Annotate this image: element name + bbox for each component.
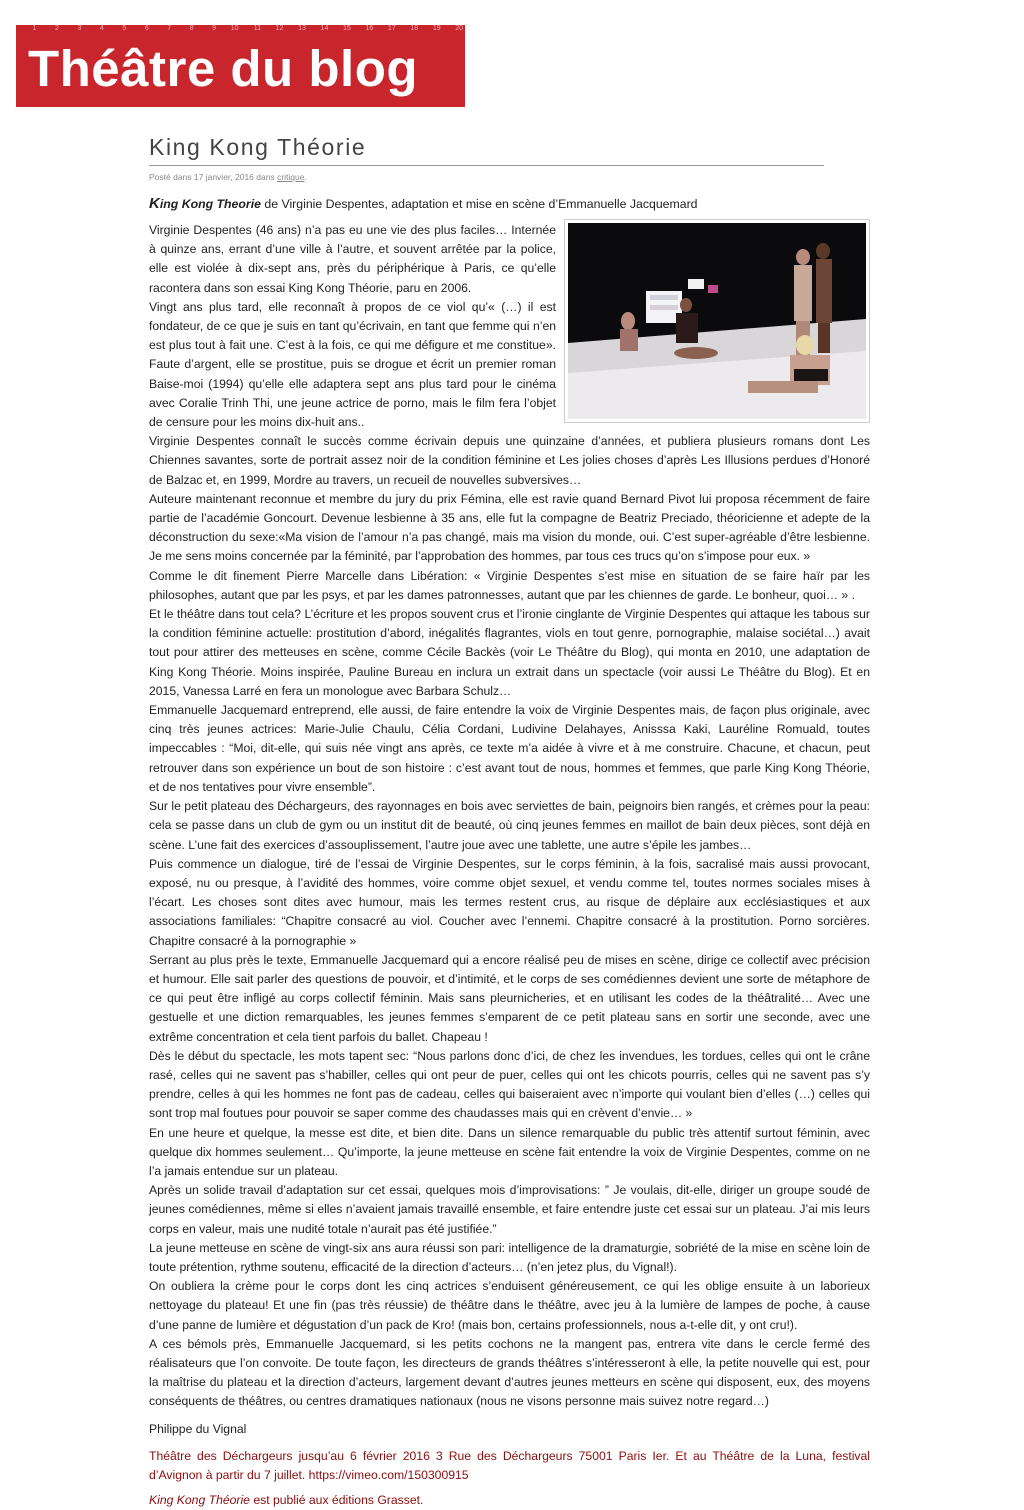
article-paragraph: Vingt ans plus tard, elle reconnaît à propos de ce viol qu’« (…) il est fondateur, de ce que je suis en tant qu’écrivain, en tant que femme qui n’en est plus tout à fait une. C’est à la fois, ce qui me défigure et me constitue». Faute d’argent, elle se prostitue, puis se drogue et écrit un premier roman Baise-moi (1994) qu’elle elle adaptera sept ans plus tard pour le cinéma avec Coralie Trinh Thi, une jeune actrice de porno, mais le film fera l’objet de censure pour les moins dix-huit ans..: [149, 299, 556, 430]
category-link[interactable]: critique: [277, 172, 305, 182]
article-paragraph: Et le théâtre dans tout cela? L’écriture et les propos souvent crus et l’ironie cinglante de Virginie Despentes qui attaque les tabous sur la condition féminine actuelle: prostitution d’abord, inégalités flagrantes, viols en tout genre, pornographie, malaise sociétal…) avait tout pour attirer des metteuses en scène, comme Cécile Backès (voir Le Théâtre du Blog), qui monta en 2010, une adaptation de King Kong Théorie. Moins inspirée, Pauline Bureau en inclura un extrait dans un spectacle (voir aussi Le Théâtre du Blog). Et en 2015, Vanessa Larré en fera un monologue avec Barbara Schulz…: [149, 607, 870, 698]
lead-credits: de Virginie Despentes, adaptation et mise en scène d’Emmanuelle Jacquemard: [260, 197, 698, 211]
ruler-mark: 2: [55, 25, 59, 32]
article-paragraph: Serrant au plus près le texte, Emmanuelle Jacquemard qui a encore réalisé peu de mises en scène, dirige ce collectif avec précision et humour. Elle sait parler des questions de pouvoir, et d’intimité, et le corps de ses comédiennes devient une sorte de métaphore de ce qui peut être infligé au corps collectif féminin. Mais sans pleurnicheries, et en utilisant les codes de la théâtralité… Avec une gestuelle et une diction remarquables, les jeunes femmes s’emparent de ce petit plateau sans en sortir une seconde, avec une extrême concentration et cela tient parfois du ballet. Chapeau !: [149, 952, 870, 1044]
site-title[interactable]: Théâtre du blog: [28, 40, 418, 97]
ruler-mark: 11: [253, 25, 261, 32]
article-paragraph: Puis commence un dialogue, tiré de l’essai de Virginie Despentes, sur le corps féminin, à la fois, sacralisé mais aussi provocant, exposé, nu ou presque, à l’avidité des hommes, voire comme objet sexuel, et vendu comme tel, toutes normes sociales mises à l’écart. Les choses sont dites avec humour, mais les termes restent crus, au risque de déplaire aux ecclésiastiques et aux associations familiales: “Chapitre consacré au viol. Coucher avec l’ennemi. Chapitre consacré à la prostitution. Porno sorcières. Chapitre consacré à la pornographie »: [149, 856, 870, 948]
lead-title: ing Kong Theorie: [159, 197, 261, 211]
ruler-mark: 4: [99, 25, 104, 32]
article-paragraph: Après un solide travail d’adaptation sur cet essai, quelques mois d’improvisations: ” Je voulais, dit-elle, diriger un groupe soudé de jeunes comédiennes, même si elles n’avaient jamais travaillé ensemble, et faire entendre juste cet essai sur un plateau. J’ai mis leurs corps en valeur, mais une nudité totale n’aurait pas été justifiée.”: [149, 1183, 870, 1236]
ruler-mark: 13: [298, 25, 306, 32]
article-paragraph: Auteure maintenant reconnue et membre du jury du prix Fémina, elle est ravie quand Bernard Pivot lui proposa récemment de faire partie de l’académie Goncourt. Devenue lesbienne à 35 ans, elle fut la compagne de Beatriz Preciado, théoricienne et adepte de la déconstruction du sexe:«Ma vision de l’amour n’a pas changé, mais ma vision du monde, oui. C’est super-agréable d’être lesbienne. Je me sens moins concernée par la féminité, par l’approbation des hommes, par tous ces trucs qu’on s’impose pour eux. »: [149, 491, 870, 564]
article-paragraph: Comme le dit finement Pierre Marcelle dans Libération: « Virginie Despentes s’est mise en situation de se faire haïr par les philosophes, autant que par les psys, et par les dames patronnesses, autant que par les chiennes de garde. Le bonheur, quoi… » .: [149, 568, 870, 602]
lead-line: [149, 195, 870, 212]
article-paragraph: Dès le début du spectacle, les mots tapent sec: “Nous parlons donc d’ici, de chez les invendues, les tordues, celles qui ont le crâne rasé, celles qui ne savent pas s’habiller, celles qui ont peur de puer, celles qui ont les chicots pourris, celles qui ne savent pas s’y prendre, celles à qui les hommes ne font pas de cadeau, celles qui baiseraient avec n’importe qui voulant bien d’elles (…) celles qui sont trop mal foutues pour pouvoir se saper comme des chaudasses mais qui en crèvent d’envie… »: [149, 1048, 870, 1121]
article-title[interactable]: King Kong Théorie: [149, 134, 367, 160]
ruler-mark: 10: [230, 25, 239, 32]
article-paragraph: La jeune metteuse en scène de vingt-six ans aura réussi son pari: intelligence de la dramaturgie, sobriété de la mise en scène loin de toute prétention, rythme soutenu, efficacité de la direction d’acteurs… (n’en jetez plus, du Vignal!).: [149, 1240, 870, 1274]
ruler-mark: 6: [144, 25, 149, 32]
lead-first-letter: K: [149, 195, 160, 212]
post-meta: [149, 172, 870, 182]
ruler-mark: 1: [32, 25, 37, 32]
ruler-mark: 20: [455, 25, 464, 32]
article-paragraph: Virginie Despentes connaît le succès comme écrivain depuis une quinzaine d’années, et publiera plusieurs romans dont Les Chiennes savantes, sorte de portrait assez noir de la condition féminine et Les jolies choses d’après Les Illusions perdues d’Honoré de Balzac et, en 1999, Mordre au travers, un recueil de nouvelles subversives…: [149, 434, 870, 487]
ruler-mark: 14: [320, 25, 329, 32]
ruler-mark: 7: [167, 25, 172, 32]
publication-title: King Kong Théorie: [149, 1493, 250, 1508]
post-meta-end: .: [304, 172, 307, 182]
ruler-mark: 18: [410, 25, 419, 32]
ruler-mark: 3: [77, 25, 82, 32]
ruler-mark: 12: [275, 25, 284, 32]
ruler-mark: 15: [343, 25, 351, 32]
ruler-mark: 9: [212, 25, 217, 32]
post-meta-text: Posté dans 17 janvier, 2016 dans: [149, 172, 278, 182]
ruler-mark: 8: [189, 25, 194, 32]
title-divider: [149, 165, 824, 166]
article-body: [149, 221, 870, 1510]
article-paragraph: Virginie Despentes (46 ans) n’a pas eu une vie des plus faciles… Internée à quinze ans, errant d’une ville à l’autre, et souvent arrêtée par la police, elle est violée à dix-sept ans, près du périphérique à Paris, ce qu’elle racontera dans son essai King Kong Théorie, paru en 2006.: [149, 223, 556, 295]
stage-photo: [564, 219, 870, 423]
ruler-mark: 16: [365, 25, 374, 32]
site-banner[interactable]: [16, 25, 465, 107]
author-signature: Philippe du Vignal: [149, 1421, 247, 1436]
ruler-mark: 5: [122, 25, 127, 32]
venue-info[interactable]: Théâtre des Déchargeurs jusqu’au 6 février 2016 3 Rue des Déchargeurs 75001 Paris Ier. Et au Théâtre de la Luna, festival d’Avignon à partir du 7 juillet. https://vimeo.com/150300915: [149, 1448, 870, 1482]
stage-photo-icon: [568, 223, 866, 419]
publication-text: est publié aux éditions Grasset.: [249, 1493, 424, 1508]
article-paragraph: Emmanuelle Jacquemard entreprend, elle aussi, de faire entendre la voix de Virginie Despentes mais, de façon plus originale, avec cinq très jeunes actrices: Marie-Julie Chaulu, Célia Cordani, Ludivine Delahayes, Anisssa Kaki, Lauréline Romuald, toutes impeccables : “Moi, dit-elle, qui suis née vingt ans après, ce texte m’a aidée à vivre et à me construire. Chacune, et chacun, peut retrouver dans son expérience un bout de son histoire : c’est avant tout de nous, hommes et femmes, que parle King Kong Théorie, et de nos tentatives pour vivre ensemble”.: [149, 703, 870, 794]
article-paragraph: On oubliera la crème pour le corps dont les cinq actrices s’enduisent généreusement, ce qui les oblige ensuite à un laborieux nettoyage du plateau! Et une fin (pas très réussie) de théâtre dans le théâtre, avec jeu à la lumière de lampes de poche, à cause d’une panne de lumière et dégustation d’un pack de Kro! (mais bon, certains professionnels, nous a-t-elle dit, y ont cru!).: [149, 1279, 870, 1332]
article-paragraph: Sur le petit plateau des Déchargeurs, des rayonnages en bois avec serviettes de bain, peignoirs bien rangés, et crèmes pour la peau: cela se passe dans un club de gym ou un institut dit de beauté, où cinq jeunes femmes en maillot de bain deux pièces, sont déjà en scène. L’une fait des exercices d’assouplissement, l’autre joue avec une tablette, une autre s’épile les jambes…: [149, 799, 870, 852]
publication-note: [149, 1491, 870, 1510]
article: [149, 134, 870, 1510]
article-paragraph: En une heure et quelque, la messe est dite, et bien dite. Dans un silence remarquable du public très attentif surtout féminin, avec quelque dix hommes seulement… Qu’importe, la jeune metteuse en scène fait entendre la voix de Virginie Despentes, comme on ne l’a jamais entendue sur un plateau.: [149, 1125, 870, 1178]
ruler-mark: 17: [387, 25, 396, 32]
ruler-strip: [16, 25, 465, 35]
ruler-mark: 19: [432, 25, 441, 32]
article-paragraph: A ces bémols près, Emmanuelle Jacquemard, si les petits cochons ne la mangent pas, entrera vite dans le cercle fermé des réalisateurs que l’on convoite. De toute façon, les directeurs de grands théâtres s’intéresseront à elle, la petite nouvelle qui est, pour la maîtrise du plateau et la direction d’acteurs, largement devant d’autres jeunes metteurs en scène qui disposent, eux, des moyens conséquents de théâtres, ou centres dramatiques nationaux (nous ne visons personne mais suivez notre regard…): [149, 1336, 870, 1409]
